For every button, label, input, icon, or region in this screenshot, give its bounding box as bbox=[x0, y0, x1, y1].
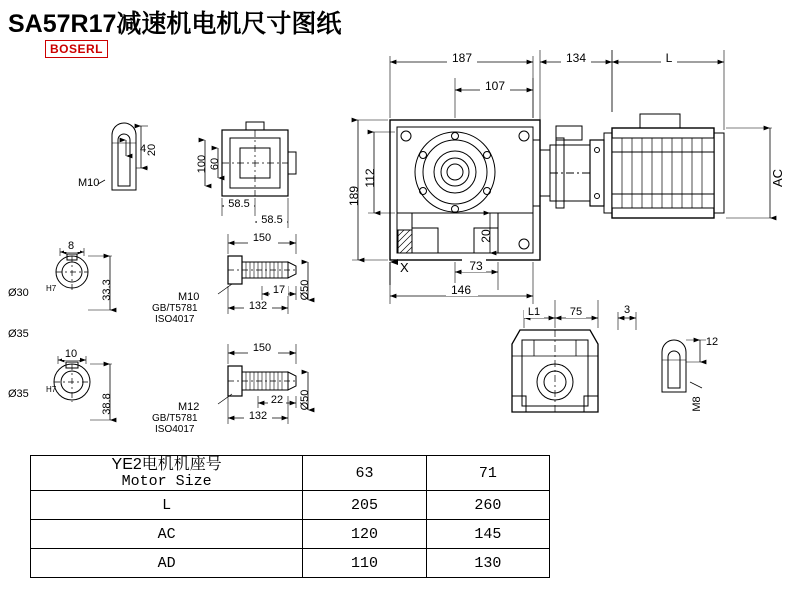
dim-134: 134 bbox=[565, 51, 587, 65]
dim-flange1-17: 17 bbox=[272, 284, 286, 296]
row-L-63: 205 bbox=[303, 491, 426, 520]
dim-flange2-M12: M12 bbox=[178, 401, 200, 413]
dim-73: 73 bbox=[469, 259, 483, 273]
dim-58-5-a: 58.5 bbox=[228, 198, 250, 210]
table-header-label-en: Motor Size bbox=[121, 472, 212, 490]
table-header-label bbox=[31, 456, 303, 491]
table-row-header bbox=[31, 456, 550, 491]
motor-size-table bbox=[30, 455, 550, 578]
dim-flange1-M10: M10 bbox=[178, 291, 200, 303]
dim-3: 3 bbox=[623, 304, 631, 316]
dim-key-20: 20 bbox=[146, 143, 158, 157]
row-label-L: L bbox=[31, 491, 303, 520]
label-std1-gb: GB/T5781 bbox=[152, 303, 198, 314]
dim-shaft2-10: 10 bbox=[64, 348, 78, 360]
dim-60: 60 bbox=[209, 157, 221, 171]
label-std2-iso: ISO4017 bbox=[155, 424, 195, 435]
row-AC-63: 120 bbox=[303, 520, 426, 549]
dim-shaft1-tol: H7 bbox=[46, 284, 57, 293]
row-AD-71: 130 bbox=[426, 549, 549, 578]
page-title: SA57R17减速机电机尺寸图纸 bbox=[8, 10, 342, 38]
table-header-label-cn: YE2电机机座号 bbox=[111, 456, 222, 473]
dim-58-5-b: 58.5 bbox=[261, 214, 283, 226]
dim-L: L bbox=[665, 51, 673, 65]
dim-flange1-dia: Ø50 bbox=[299, 279, 311, 301]
dim-12: 12 bbox=[705, 336, 719, 348]
dim-shaft1-dia: Ø30 bbox=[8, 287, 29, 299]
dim-flange1-132: 132 bbox=[248, 300, 268, 312]
label-std1-iso: ISO4017 bbox=[155, 314, 195, 325]
dim-X: X bbox=[400, 260, 409, 275]
table-row bbox=[31, 520, 550, 549]
dim-shaft2-tol: H7 bbox=[46, 385, 57, 394]
dim-20-vert: 20 bbox=[479, 229, 493, 243]
label-shaft2: Ø35 bbox=[8, 328, 29, 340]
dim-146: 146 bbox=[450, 283, 472, 297]
dim-L1: L1 bbox=[527, 306, 541, 318]
dim-key-4: 4 bbox=[140, 143, 147, 155]
dim-AC: AC bbox=[770, 168, 785, 188]
row-label-AD: AD bbox=[31, 549, 303, 578]
dim-flange2-150: 150 bbox=[252, 342, 272, 354]
row-AC-71: 145 bbox=[426, 520, 549, 549]
dim-shaft1-8: 8 bbox=[67, 240, 75, 252]
dim-flange2-dia: Ø50 bbox=[299, 389, 311, 411]
dim-33-3: 33.3 bbox=[101, 279, 113, 301]
row-AD-63: 110 bbox=[303, 549, 426, 578]
dim-flange2-22: 22 bbox=[270, 394, 284, 406]
dim-187: 187 bbox=[451, 51, 473, 65]
table-header-col-63: 63 bbox=[303, 456, 426, 491]
dim-M10-key: M10 bbox=[78, 177, 100, 189]
dim-shaft2-dia: Ø35 bbox=[8, 388, 29, 400]
dim-107: 107 bbox=[484, 79, 506, 93]
row-label-AC: AC bbox=[31, 520, 303, 549]
brand-logo: BOSERL bbox=[45, 40, 108, 58]
dim-flange2-132: 132 bbox=[248, 410, 268, 422]
dim-M8: M8 bbox=[691, 396, 703, 412]
dim-189: 189 bbox=[347, 185, 361, 207]
table-row bbox=[31, 491, 550, 520]
dim-flange1-150: 150 bbox=[252, 232, 272, 244]
dim-100: 100 bbox=[196, 154, 208, 174]
table-header-col-71: 71 bbox=[426, 456, 549, 491]
row-L-71: 260 bbox=[426, 491, 549, 520]
table-row bbox=[31, 549, 550, 578]
dim-75: 75 bbox=[569, 306, 583, 318]
label-std2-gb: GB/T5781 bbox=[152, 413, 198, 424]
dim-112: 112 bbox=[363, 168, 377, 188]
dim-38-8: 38.8 bbox=[101, 393, 113, 415]
